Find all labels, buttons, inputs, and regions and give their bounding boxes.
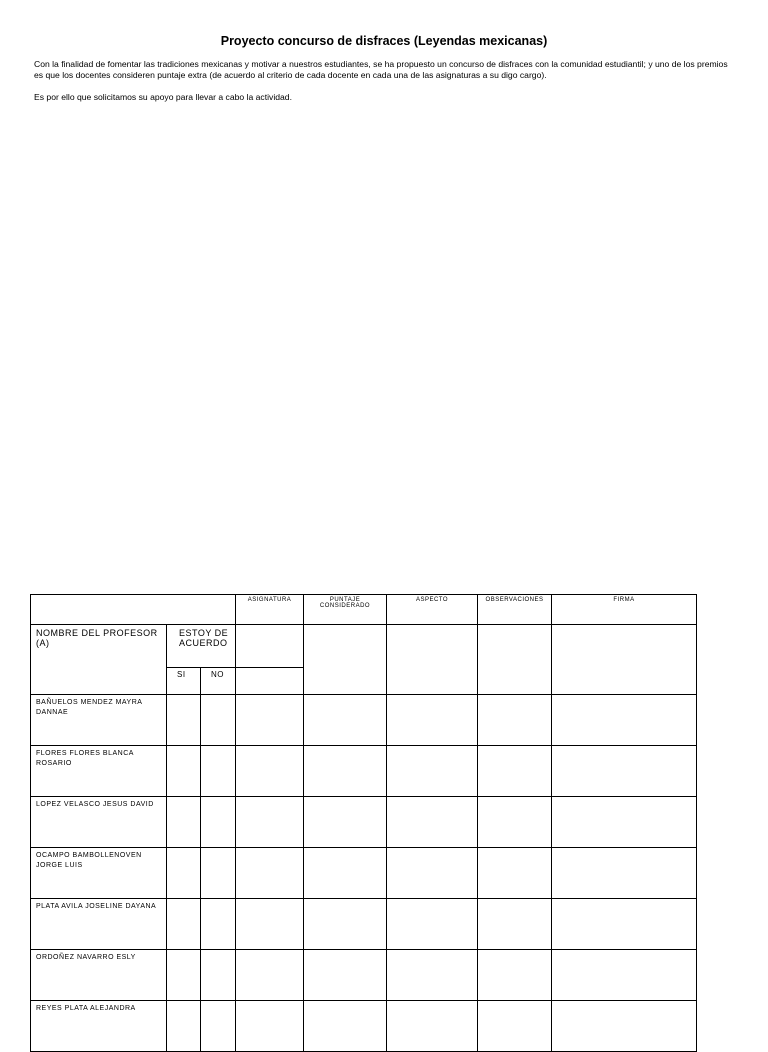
puntaje-cell[interactable] bbox=[304, 848, 387, 899]
puntaje-cell[interactable] bbox=[304, 797, 387, 848]
header-no: NO bbox=[201, 668, 236, 695]
observaciones-cell[interactable] bbox=[478, 848, 552, 899]
si-cell[interactable] bbox=[167, 746, 201, 797]
aspecto-cell[interactable] bbox=[387, 797, 478, 848]
firma-cell[interactable] bbox=[552, 899, 697, 950]
no-cell[interactable] bbox=[201, 797, 236, 848]
firma-cell[interactable] bbox=[552, 1001, 697, 1052]
table-row bbox=[31, 746, 697, 797]
aspecto-cell[interactable] bbox=[387, 848, 478, 899]
header-empty-cell bbox=[31, 595, 236, 625]
aspecto-cell[interactable] bbox=[387, 1001, 478, 1052]
asignatura-cell bbox=[236, 668, 304, 695]
asignatura-cell[interactable] bbox=[236, 1001, 304, 1052]
puntaje-cell[interactable] bbox=[304, 899, 387, 950]
document-title: Proyecto concurso de disfraces (Leyendas mexicanas) bbox=[220, 34, 548, 48]
asignatura-cell[interactable] bbox=[236, 899, 304, 950]
puntaje-cell[interactable] bbox=[304, 1001, 387, 1052]
header-nombre: NOMBRE DEL PROFESOR (A) bbox=[31, 625, 167, 695]
observaciones-cell[interactable] bbox=[478, 899, 552, 950]
request-paragraph: Es por ello que solicitamos su apoyo para llevar a cabo la actividad. bbox=[34, 92, 292, 102]
table-row bbox=[31, 899, 697, 950]
asignatura-cell[interactable] bbox=[236, 746, 304, 797]
puntaje-cell[interactable] bbox=[304, 695, 387, 746]
header-si: SI bbox=[167, 668, 201, 695]
teacher-name: REYES PLATA ALEJANDRA bbox=[31, 1001, 167, 1052]
observaciones-cell[interactable] bbox=[478, 746, 552, 797]
observaciones-cell[interactable] bbox=[478, 1001, 552, 1052]
asignatura-cell[interactable] bbox=[236, 695, 304, 746]
no-cell[interactable] bbox=[201, 746, 236, 797]
si-cell[interactable] bbox=[167, 695, 201, 746]
teacher-name: PLATA AVILA JOSELINE DAYANA bbox=[31, 899, 167, 950]
header-observaciones: OBSERVACIONES bbox=[478, 595, 552, 625]
aspecto-cell[interactable] bbox=[387, 746, 478, 797]
no-cell[interactable] bbox=[201, 950, 236, 1001]
header-firma: FIRMA bbox=[552, 595, 697, 625]
firma-cell[interactable] bbox=[552, 746, 697, 797]
table-row bbox=[31, 797, 697, 848]
asignatura-cell[interactable] bbox=[236, 797, 304, 848]
observaciones-cell[interactable] bbox=[478, 950, 552, 1001]
table-row bbox=[31, 848, 697, 899]
intro-paragraph: Con la finalidad de fomentar las tradiciones mexicanas y motivar a nuestros estudiantes, se ha propuesto un concurso de disfraces con la comunidad estudiantil; y uno de los premios es que los docentes consideren puntaje extra (de acuerdo al criterio de cada docente en cada una de las asignaturas a su digo cargo). bbox=[34, 59, 728, 80]
header-acuerdo: ESTOY DE ACUERDO bbox=[167, 625, 236, 668]
observaciones-cell[interactable] bbox=[478, 695, 552, 746]
puntaje-cell bbox=[304, 625, 387, 695]
si-cell[interactable] bbox=[167, 848, 201, 899]
si-cell[interactable] bbox=[167, 899, 201, 950]
no-cell[interactable] bbox=[201, 695, 236, 746]
teacher-name: LOPEZ VELASCO JESUS DAVID bbox=[31, 797, 167, 848]
aspecto-cell[interactable] bbox=[387, 695, 478, 746]
firma-cell[interactable] bbox=[552, 950, 697, 1001]
no-cell[interactable] bbox=[201, 899, 236, 950]
si-cell[interactable] bbox=[167, 1001, 201, 1052]
teacher-consent-table bbox=[30, 594, 697, 1052]
aspecto-cell[interactable] bbox=[387, 899, 478, 950]
header-aspecto: ASPECTO bbox=[387, 595, 478, 625]
no-cell[interactable] bbox=[201, 1001, 236, 1052]
observaciones-cell bbox=[478, 625, 552, 695]
asignatura-cell bbox=[236, 625, 304, 668]
aspecto-cell[interactable] bbox=[387, 950, 478, 1001]
table-row bbox=[31, 1001, 697, 1052]
header-puntaje: PUNTAJE CONSIDERADO bbox=[304, 595, 387, 625]
teacher-name: FLORES FLORES BLANCA ROSARIO bbox=[31, 746, 167, 797]
no-cell[interactable] bbox=[201, 848, 236, 899]
puntaje-cell[interactable] bbox=[304, 746, 387, 797]
firma-cell[interactable] bbox=[552, 848, 697, 899]
si-cell[interactable] bbox=[167, 797, 201, 848]
asignatura-cell[interactable] bbox=[236, 950, 304, 1001]
firma-cell bbox=[552, 625, 697, 695]
table-row bbox=[31, 950, 697, 1001]
teacher-name: ORDOÑEZ NAVARRO ESLY bbox=[31, 950, 167, 1001]
observaciones-cell[interactable] bbox=[478, 797, 552, 848]
table-row bbox=[31, 695, 697, 746]
header-asignatura: ASIGNATURA bbox=[236, 595, 304, 625]
teacher-name: OCAMPO BAMBOLLENOVEN JORGE LUIS bbox=[31, 848, 167, 899]
teacher-name: BAÑUELOS MENDEZ MAYRA DANNAE bbox=[31, 695, 167, 746]
aspecto-cell bbox=[387, 625, 478, 695]
asignatura-cell[interactable] bbox=[236, 848, 304, 899]
si-cell[interactable] bbox=[167, 950, 201, 1001]
puntaje-cell[interactable] bbox=[304, 950, 387, 1001]
firma-cell[interactable] bbox=[552, 695, 697, 746]
firma-cell[interactable] bbox=[552, 797, 697, 848]
